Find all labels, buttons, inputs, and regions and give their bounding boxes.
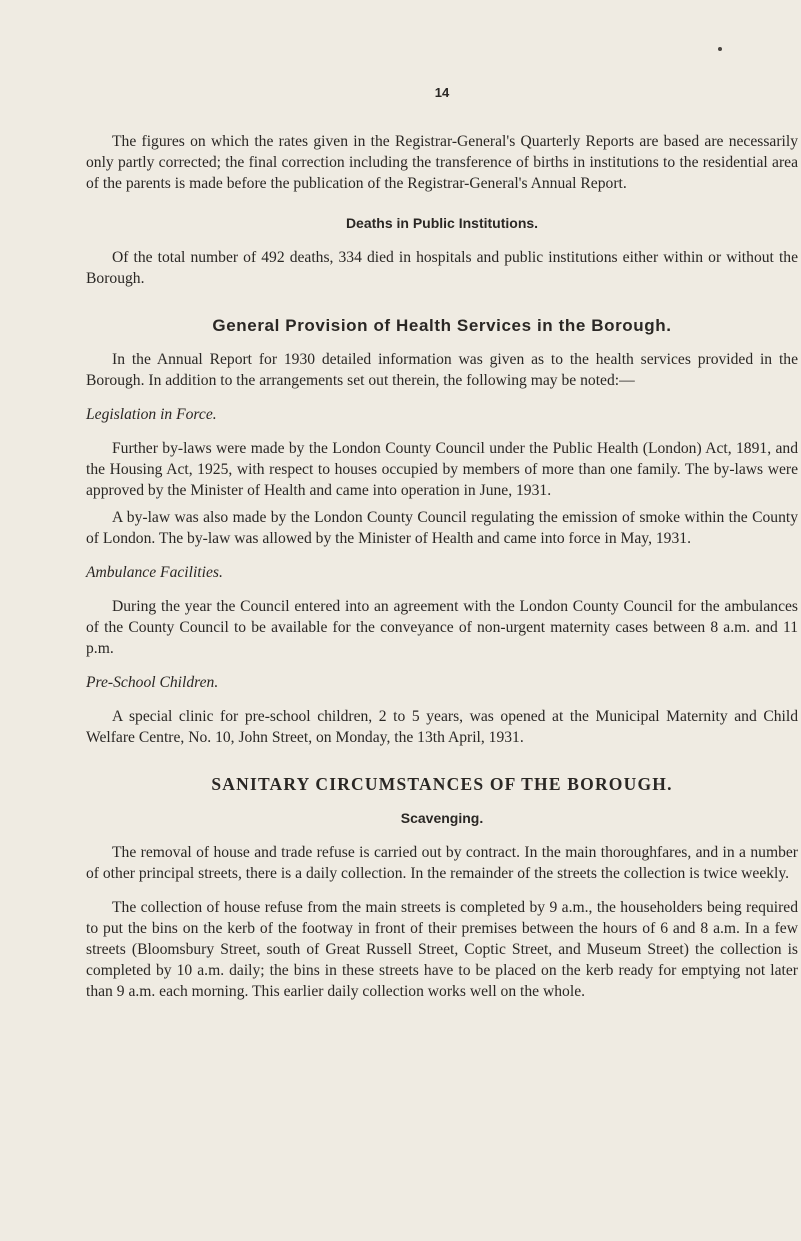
legislation-heading: Legislation in Force. <box>86 406 217 423</box>
deaths-heading: Deaths in Public Institutions. <box>345 215 539 231</box>
print-mark <box>718 47 722 51</box>
deaths-paragraph: Of the total number of 492 deaths, 334 died in hospitals and public institutions either within or without the Borough. <box>86 249 798 287</box>
ambulance-paragraph: During the year the Council entered into an agreement with the London County Council for the ambulances of the County Council to be available for the conveyance of non-urgent maternity cases between 8 a.m. and 11 p.m. <box>86 598 798 657</box>
document-page <box>86 82 798 1002</box>
ambulance-heading: Ambulance Facilities. <box>86 564 223 581</box>
scavenging-paragraph-2: The collection of house refuse from the main streets is completed by 9 a.m., the householders being required to put the bins on the kerb of the footway in front of their premises between the hours of 6 and 8 a.m. In a few streets (Bloomsbury Street, south of Great Russell Street, Coptic Street, and Museum Street) the collection is completed by 10 a.m. daily; the bins in these streets have to be placed on the kerb ready for emptying not later than 9 a.m. each morning. This earlier daily collection works well on the whole. <box>86 899 798 1000</box>
preschool-paragraph: A special clinic for pre-school children, 2 to 5 years, was opened at the Municipal Maternity and Child Welfare Centre, No. 10, John Street, on Monday, the 13th April, 1931. <box>86 708 798 746</box>
legislation-paragraph-2: A by-law was also made by the London County Council regulating the emission of smoke within the County of London. The by-law was allowed by the Minister of Health and came into force in May, 1931. <box>86 509 798 547</box>
sanitary-heading: SANITARY CIRCUMSTANCES OF THE BOROUGH. <box>211 774 673 794</box>
health-services-heading: General Provision of Health Services in the Borough. <box>212 316 672 335</box>
health-services-intro: In the Annual Report for 1930 detailed information was given as to the health services provided in the Borough. In addition to the arrangements set out therein, the following may be noted:— <box>86 351 798 389</box>
preschool-heading: Pre-School Children. <box>86 674 219 691</box>
intro-paragraph: The figures on which the rates given in the Registrar-General's Quarterly Reports are based are necessarily only partly corrected; the final correction including the transference of births in institutions to the residential area of the parents is made before the publication of the Registrar-General's Annual Report. <box>86 133 798 192</box>
scavenging-heading: Scavenging. <box>400 810 484 826</box>
scavenging-paragraph-1: The removal of house and trade refuse is carried out by contract. In the main thoroughfares, and in a number of other principal streets, there is a daily collection. In the remainder of the streets the collection is twice weekly. <box>86 844 798 882</box>
legislation-paragraph-1: Further by-laws were made by the London County Council under the Public Health (London) Act, 1891, and the Housing Act, 1925, with respect to houses occupied by members of more than one family. The by-laws were approved by the Minister of Health and came into operation in June, 1931. <box>86 440 798 499</box>
page-number: 14 <box>434 85 450 100</box>
